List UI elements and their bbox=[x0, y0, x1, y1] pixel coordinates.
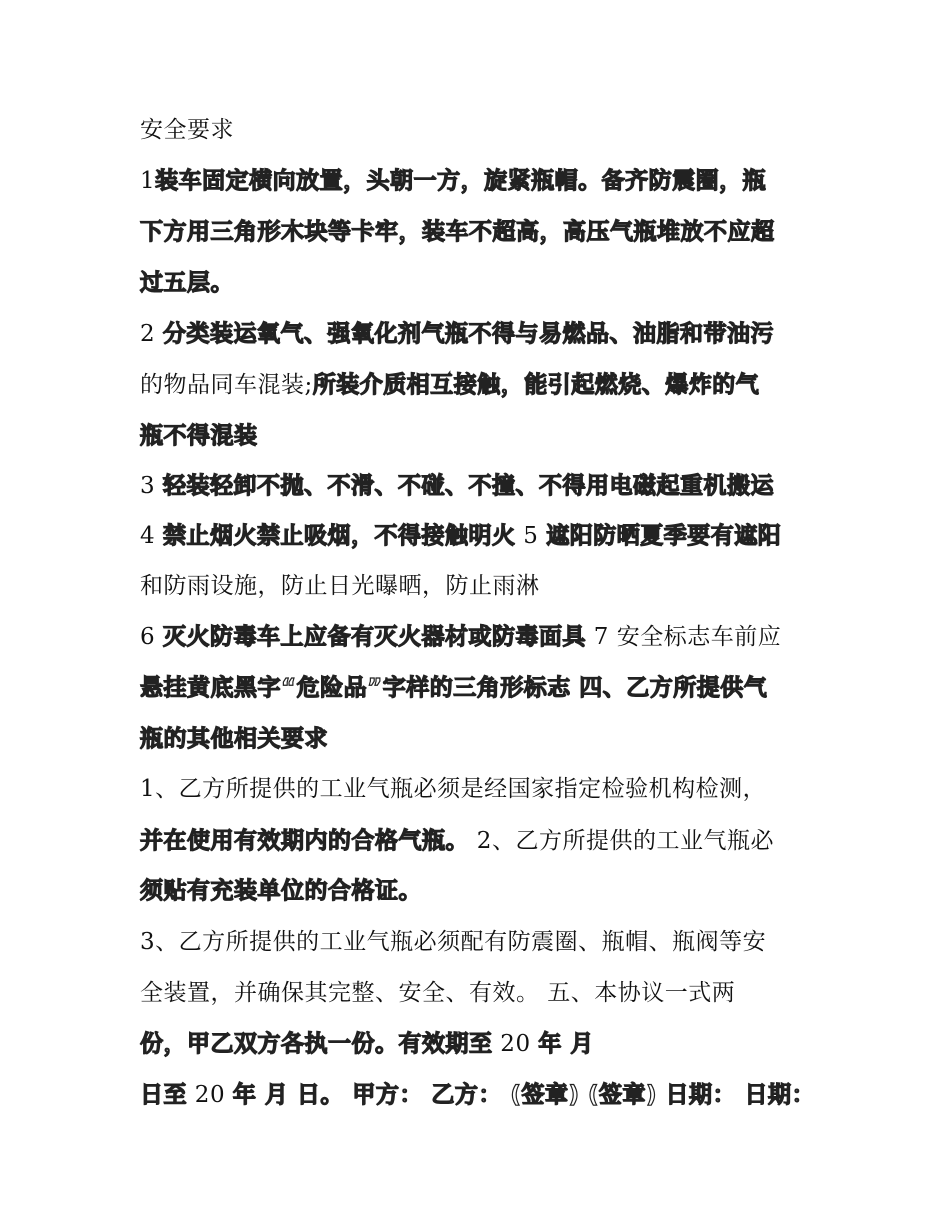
text-segment: 4 bbox=[140, 523, 163, 549]
text-line bbox=[140, 421, 258, 451]
text-segment: 2 bbox=[140, 321, 163, 347]
text-segment: 遮阳防晒夏季要有遮阳 bbox=[546, 523, 782, 549]
text-line bbox=[140, 571, 540, 601]
text-segment: 悬挂黄底黑字“危险品”字样的三角形标志 四、乙方所提供气 bbox=[140, 675, 768, 701]
text-segment: 20 bbox=[492, 1031, 539, 1057]
text-line bbox=[140, 217, 775, 247]
text-line bbox=[140, 521, 781, 551]
text-line bbox=[140, 370, 759, 400]
heading-line bbox=[140, 115, 234, 145]
text-segment: 轻装轻卸不抛、不滑、不碰、不撞、不得用电磁起重机搬运 bbox=[162, 473, 774, 499]
text-line bbox=[140, 1029, 594, 1059]
text-segment: 禁止烟火禁止吸烟，不得接触明火 bbox=[162, 523, 516, 549]
text-segment: 年 月 日。 甲方： 乙方： (签章) (签章) 日期： 日期： bbox=[232, 1082, 815, 1108]
text-segment: 份，甲乙双方各执一份。有效期至 bbox=[140, 1031, 493, 1057]
text-segment: 瓶的其他相关要求 bbox=[140, 726, 328, 752]
text-segment: 年 月 bbox=[538, 1031, 594, 1057]
text-segment: 过五层。 bbox=[140, 270, 234, 296]
text-segment: 装车固定横向放置，头朝一方，旋紧瓶帽。备齐防震圈，瓶 bbox=[155, 168, 767, 194]
text-segment: 所装介质相互接触，能引起燃烧、爆炸的气 bbox=[312, 372, 760, 398]
text-segment: 的物品同车混装; bbox=[140, 372, 313, 398]
text-segment: 并在使用有效期内的合格气瓶。 bbox=[140, 828, 469, 854]
text-line bbox=[140, 673, 767, 703]
text-line bbox=[140, 724, 328, 754]
text-segment: 5 bbox=[515, 523, 547, 549]
text-segment: 3 bbox=[140, 473, 163, 499]
text-segment: 全装置，并确保其完整、安全、有效。 五、本协议一式两 bbox=[140, 980, 736, 1006]
text-segment: 20 bbox=[187, 1082, 233, 1108]
text-line bbox=[140, 1080, 815, 1110]
text-line bbox=[140, 622, 781, 652]
text-segment: 瓶不得混装 bbox=[140, 423, 258, 449]
text-line bbox=[140, 826, 774, 856]
text-line bbox=[140, 876, 422, 906]
text-line bbox=[140, 471, 774, 501]
text-line bbox=[140, 978, 735, 1008]
text-segment: 2、乙方所提供的工业气瓶必 bbox=[469, 828, 774, 854]
text-segment: 和防雨设施，防止日光曝晒，防止雨淋 bbox=[140, 573, 540, 599]
text-segment: 下方用三角形木块等卡牢，装车不超高，高压气瓶堆放不应超 bbox=[140, 219, 775, 245]
text-line bbox=[140, 166, 766, 196]
text-segment: 灭火防毒车上应备有灭火器材或防毒面具 bbox=[162, 624, 586, 650]
text-segment: 须贴有充装单位的合格证。 bbox=[140, 878, 422, 904]
text-segment: 1、乙方所提供的工业气瓶必须是经国家指定检验机构检测， bbox=[140, 776, 767, 802]
text-segment: 分类装运氧气、强氧化剂气瓶不得与易燃品、油脂和带油污 bbox=[162, 321, 774, 347]
text-line bbox=[140, 774, 766, 804]
text-segment: 1 bbox=[140, 168, 156, 194]
text-segment: 3、乙方所提供的工业气瓶必须配有防震圈、瓶帽、瓶阀等安 bbox=[140, 929, 767, 955]
text-line bbox=[140, 319, 774, 349]
text-segment: 7 安全标志车前应 bbox=[585, 624, 782, 650]
text-segment: 6 bbox=[140, 624, 163, 650]
text-segment: 安全要求 bbox=[140, 117, 234, 143]
text-segment: 日至 bbox=[140, 1082, 187, 1108]
text-line bbox=[140, 268, 234, 298]
text-line bbox=[140, 927, 766, 957]
